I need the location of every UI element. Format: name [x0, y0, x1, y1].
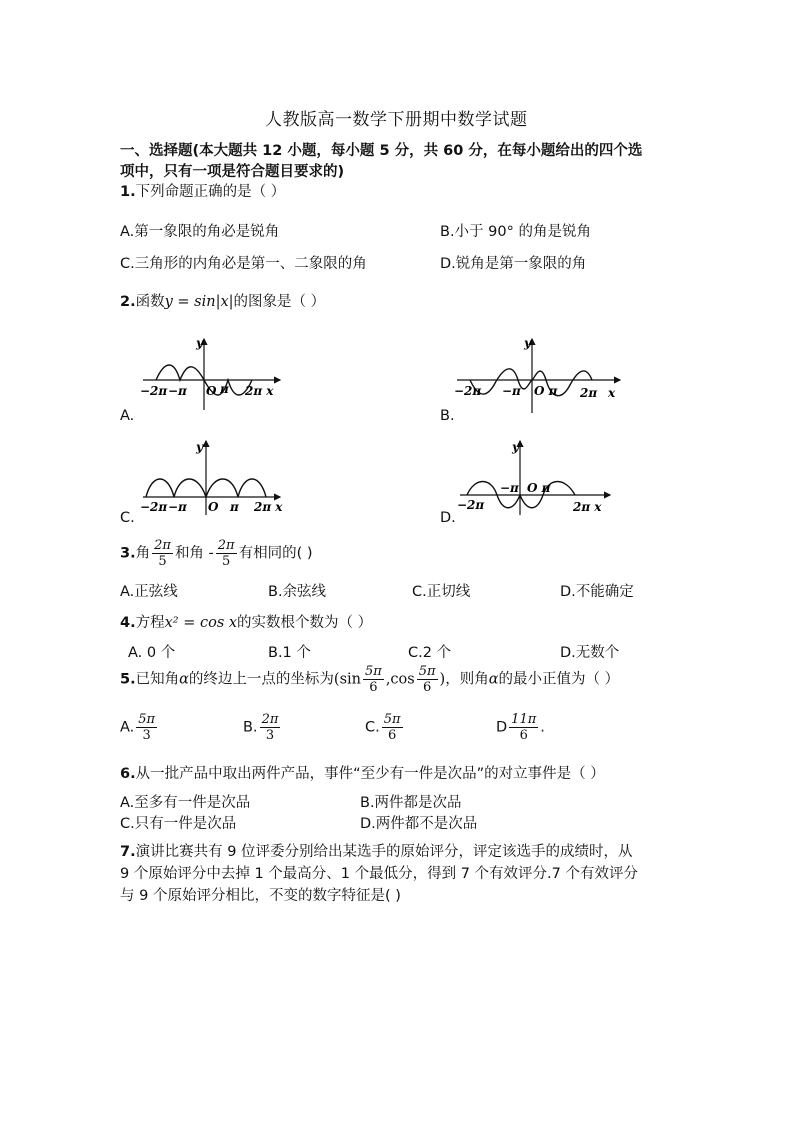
q1-option-b: B.小于 90° 的角是锐角: [440, 224, 591, 240]
alpha-symbol: α: [179, 671, 189, 688]
question-stem-tail2: 的最小正值为（ ）: [498, 671, 620, 688]
tick-2pi-x: 2π x: [254, 500, 283, 514]
page-title: 人教版高一数学下册期中数学试题: [265, 110, 528, 130]
q3-option-d: D.不能确定: [560, 584, 634, 600]
question-stem: 演讲比赛共有 9 位评委分别给出某选手的原始评分，评定该选手的成绩时，从: [135, 844, 633, 860]
q6-option-a: A.至多有一件是次品: [120, 795, 251, 811]
question-number: 1.: [120, 184, 136, 200]
graph-c-label: C.: [120, 510, 135, 526]
q3-option-a: A.正弦线: [120, 584, 178, 600]
fraction-2: $\frac{2\pi}{5}$: [217, 538, 235, 569]
question-3: [120, 538, 313, 569]
coord-mid: ,cos: [385, 671, 415, 688]
tick-negpi: −π: [168, 384, 187, 398]
question-1: [120, 180, 285, 201]
question-stem: 方程: [135, 615, 165, 631]
question-number: 2.: [120, 294, 136, 310]
question-7-line2: 9 个原始评分中去掉 1 个最高分、1 个最低分，得到 7 个有效评分.7 个有效评分: [120, 866, 638, 882]
question-stem: 下列命题正确的是（ ）: [135, 184, 286, 200]
q3-option-c: C.正切线: [412, 584, 471, 600]
graph-c: [138, 437, 288, 517]
question-stem-tail: 有相同的( ): [238, 545, 313, 562]
q5-option-d: D $\frac{11\pi}{6}$ .: [496, 712, 545, 743]
question-stem: 函数: [135, 294, 165, 310]
question-4: [120, 611, 372, 632]
tick-negpi: −π: [502, 384, 521, 398]
graph-b: [452, 335, 622, 415]
coord-close: ): [439, 671, 446, 688]
question-stem-tail: 的实数根个数为（ ）: [237, 615, 373, 631]
q1-option-c: C.三角形的内角必是第一、二象限的角: [120, 256, 367, 272]
alpha-symbol: α: [488, 671, 499, 688]
y-axis-label: y: [512, 440, 519, 454]
question-5: [120, 664, 619, 695]
graph-b-label: B.: [440, 408, 455, 424]
q3-option-b: B.余弦线: [268, 584, 327, 600]
q5-option-a: A. $\frac{5\pi}{3}$: [120, 712, 156, 743]
tick-neg2pi: −2π: [140, 500, 168, 514]
q5-option-c: C. $\frac{5\pi}{6}$: [365, 712, 401, 743]
origin-pi-label: O π: [534, 384, 558, 398]
question-number: 4.: [120, 615, 136, 631]
origin-label: O: [206, 384, 217, 398]
q4-option-a: A. 0 个: [128, 645, 176, 661]
q6-option-d: D.两件都不是次品: [360, 816, 478, 832]
q1-option-d: D.锐角是第一象限的角: [440, 256, 587, 272]
tick-2pi-x: 2π x: [245, 384, 274, 398]
question-2: [120, 290, 325, 311]
equation: x² = cos x: [164, 615, 238, 631]
y-axis-label: y: [524, 336, 531, 350]
question-stem-tail1: ，则角: [445, 671, 489, 688]
tick-pi: π: [220, 382, 229, 396]
tick-negpi: −π: [500, 481, 519, 495]
tick-neg2pi: −2π: [457, 498, 485, 512]
tick-neg2pi: −2π: [454, 384, 482, 398]
q4-option-c: C.2 个: [408, 645, 452, 661]
q1-option-a: A.第一象限的角必是锐角: [120, 224, 280, 240]
fraction-1: $\frac{2\pi}{5}$: [154, 538, 171, 569]
q6-option-c: C.只有一件是次品: [120, 816, 237, 832]
origin-label: O: [208, 500, 219, 514]
tick-negpi: −π: [168, 500, 187, 514]
graph-a-label: A.: [120, 408, 135, 424]
question-stem: 已知角: [135, 671, 180, 688]
q6-option-b: B.两件都是次品: [360, 795, 462, 811]
fraction-cos-arg: $\frac{5\pi}{6}$: [418, 664, 436, 695]
question-stem-mid: 的终边上一点的坐标为: [188, 671, 334, 688]
section-heading-line2: 项中，只有一项是符合题目要求的): [120, 164, 345, 180]
question-stem-tail: 的图象是（ ）: [233, 294, 326, 310]
y-axis-label: y: [196, 440, 203, 454]
x-axis-label: x: [608, 386, 616, 400]
question-number: 7.: [120, 844, 136, 860]
tick-neg2pi: −2π: [140, 384, 168, 398]
section-heading-line1: 一、选择题(本大题共 12 小题，每小题 5 分，共 60 分，在每小题给出的四个选: [120, 143, 643, 159]
question-7-line3: 与 9 个原始评分相比，不变的数字特征是( ): [120, 888, 401, 904]
question-7-line1: [120, 840, 633, 861]
origin-pi-label: O π: [527, 481, 551, 495]
function-expression: y = sin|x|: [164, 294, 234, 310]
q5-option-b: B. $\frac{2\pi}{3}$: [243, 712, 279, 743]
fraction-sin-arg: $\frac{5\pi}{6}$: [364, 664, 382, 695]
q4-option-d: D.无数个: [560, 645, 620, 661]
graph-d: [455, 437, 615, 517]
question-stem: 从一批产品中取出两件产品，事件“至少有一件是次品”的对立事件是（ ）: [135, 766, 605, 782]
tick-2pi-x: 2π x: [573, 500, 602, 514]
question-6: [120, 762, 605, 783]
tick-2pi: 2π: [580, 386, 598, 400]
graph-d-label: D.: [440, 510, 456, 526]
tick-pi: π: [230, 500, 239, 514]
question-number: 3.: [120, 545, 136, 562]
question-number: 6.: [120, 766, 136, 782]
coord-open: (sin: [333, 671, 361, 688]
question-stem-mid: 和角 -: [174, 545, 214, 562]
question-number: 5.: [120, 671, 136, 688]
q4-option-b: B.1 个: [268, 645, 311, 661]
question-stem: 角: [135, 545, 151, 562]
graph-a: [138, 335, 288, 415]
y-axis-label: y: [196, 336, 203, 350]
